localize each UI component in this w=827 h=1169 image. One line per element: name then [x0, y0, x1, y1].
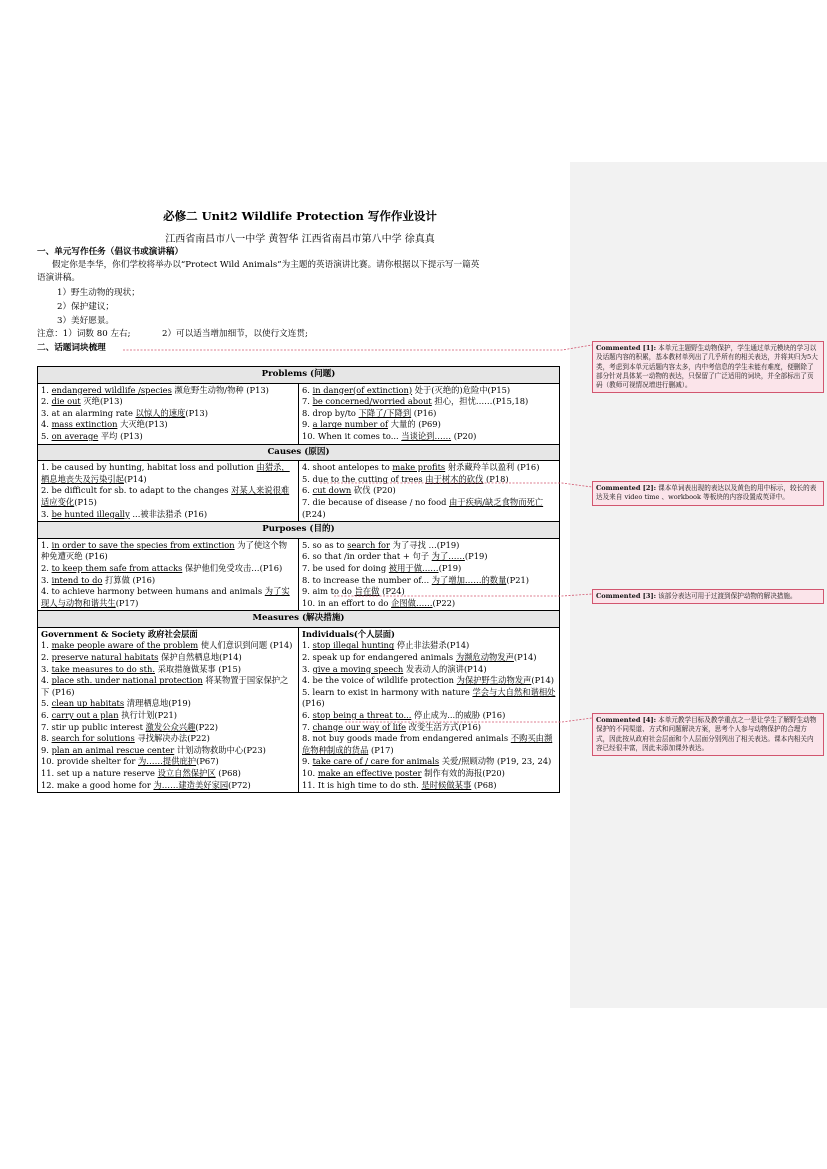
note-label: 注意：1）词数: [37, 329, 95, 339]
purposes-left-cell: [38, 538, 299, 611]
phrase-text: (P20): [451, 430, 477, 441]
comment-2-text: 课本单词表出现的表达以及黄色的用中标示，较长的表达及来自 video time 、workbook 等板块的内容设置成英译中。: [596, 484, 817, 502]
table-row: [302, 385, 556, 397]
phrase-text: 10. When it comes to...: [302, 430, 402, 441]
phrase-text: 1.: [41, 384, 52, 395]
phrase-text: 4.: [41, 419, 52, 430]
table-row: [41, 722, 295, 734]
phrase-text: 处于(灭绝的)危险中(P15): [412, 384, 511, 395]
table-row: [41, 698, 295, 710]
phrase-text: ...被非法猎杀 (P16): [129, 508, 208, 519]
phrase-text: 4.: [41, 675, 52, 686]
note-word-count: 80: [96, 329, 108, 339]
key-phrase: search for: [347, 539, 391, 550]
table-row: [41, 756, 295, 768]
phrase-text: 6.: [41, 710, 52, 721]
document-authors: 江西省南昌市八一中学 黄智华 江西省南昌市第八中学 徐真真: [165, 234, 435, 245]
comment-1[interactable]: [592, 341, 824, 393]
key-phrase: cut down: [312, 485, 352, 496]
key-phrase: change our way of life: [312, 721, 407, 732]
phrase-text: 保护自然栖息地(P14): [158, 652, 242, 663]
phrase-text: (P21): [506, 574, 530, 585]
key-phrase: 由于树木的砍伐: [425, 473, 484, 484]
table-row: [302, 575, 556, 587]
document-title: 必修二 Unit2 Wildlife Protection 写作作业设计: [163, 209, 437, 223]
table-row: [41, 462, 295, 485]
table-row: [41, 586, 295, 609]
key-phrase: 设立自然保护区: [157, 768, 216, 778]
phrase-text: 将某物置于国家保护之下 (P16): [41, 675, 289, 697]
phrase-text: (P17): [368, 744, 394, 755]
phrase-text: (P.24): [302, 508, 326, 519]
table-row: [302, 540, 556, 552]
task-point-1: 1）野生动物的现状；: [57, 288, 140, 298]
table-row: [41, 664, 295, 676]
phrase-text: 11. It is high time to do sth.: [302, 779, 422, 790]
key-phrase: 由猎杀，栖息地丧失及污染引起: [41, 462, 290, 484]
phrase-text: 6. so that /in order that + 句子: [302, 551, 432, 562]
key-phrase: stop illegal hunting: [312, 640, 395, 651]
measures-header: Measures (解决措施): [38, 611, 560, 628]
phrase-text: 3.: [41, 663, 52, 674]
key-phrase: give a moving speech: [312, 663, 404, 674]
key-phrase: plan an animal rescue center: [51, 744, 175, 755]
phrase-text: (P14): [123, 473, 147, 484]
phrase-text: (P68): [215, 768, 241, 778]
causes-header: Causes (原因): [38, 444, 560, 461]
comment-4-text: 本单元教学目标及教学重点之一是让学生了解野生动物保护的不同渠道、方式和问题解决方案，思考个人参与动物保护的合理方式，因此按从政府社会层面和个人层面分别列出了相关表达。课本内相关内容已经很丰富，因此未添加课外表达。: [596, 716, 817, 752]
phrase-text: 计划动物救助中心(P23): [174, 744, 266, 755]
table-row: [302, 586, 556, 598]
table-row: [302, 722, 556, 734]
note-rest: 左右;: [110, 329, 131, 339]
key-phrase: 学会与大自然和谐相处: [472, 686, 556, 697]
phrase-text: 7.: [302, 396, 313, 407]
task-point-3: 3）美好愿景。: [57, 316, 115, 326]
phrase-text: 7. stir up public interest: [41, 721, 146, 732]
key-phrase: a large number of: [312, 419, 389, 430]
comment-1-label: Commented [1]:: [596, 344, 656, 352]
table-row: [302, 551, 556, 563]
key-phrase: in order to save the species from extinction: [51, 539, 235, 550]
key-phrase: 是时候做某事: [421, 779, 472, 790]
phrase-text: (P19): [438, 562, 462, 573]
phrase-text: 10. in an effort to do: [302, 597, 392, 608]
key-phrase: 激发公众兴趣: [145, 721, 196, 732]
phrase-text: 1.: [41, 640, 52, 651]
phrase-text: 打算做 (P16): [102, 574, 156, 585]
comment-2-label: Commented [2]:: [596, 484, 656, 492]
table-row: [41, 540, 295, 563]
phrase-text: 9. aim to do: [302, 586, 355, 597]
key-phrase: clean up habitats: [51, 698, 125, 709]
phrase-text: 9.: [41, 744, 52, 755]
measures-left-cell: [38, 627, 299, 792]
phrase-text: (P68): [471, 779, 497, 790]
key-phrase: 为了……: [431, 551, 465, 562]
table-row: [41, 733, 295, 745]
phrase-text: 执行计划(P21): [118, 710, 178, 721]
phrase-text: (P13): [185, 407, 208, 418]
key-phrase: take measures to do sth.: [51, 663, 155, 674]
key-phrase: place sth. under national protection: [51, 675, 203, 686]
phrase-text: 7.: [302, 721, 313, 732]
phrase-text: 9.: [302, 419, 313, 430]
phrase-text: 4. be the voice of wildlife protection: [302, 675, 457, 686]
phrase-text: (P72): [228, 779, 251, 790]
phrase-text: 5. so as to: [302, 539, 348, 550]
phrase-text: 关爱/照顾动物 (P19, 23, 24): [439, 756, 552, 767]
table-row: [302, 462, 556, 474]
phrase-text: 停止成为...的威胁 (P16): [411, 710, 506, 721]
table-row: [41, 652, 295, 664]
phrase-text: 9.: [302, 756, 313, 767]
phrase-text: 为了使这个物种免遭灭绝 (P16): [41, 539, 288, 562]
table-row: [302, 710, 556, 722]
phrase-text: (P19): [464, 551, 488, 562]
table-row: [302, 474, 556, 486]
key-phrase: die out: [51, 396, 81, 407]
phrase-text: 使人们意识到问题 (P14): [198, 640, 293, 651]
phrase-text: 7. die because of disease / no food: [302, 496, 450, 507]
phrase-text: 10.: [302, 768, 318, 778]
phrase-text: 8. drop by/to: [302, 407, 359, 418]
table-row: [302, 419, 556, 431]
key-phrase: 不购买由濒危物种制成的货品: [302, 733, 553, 755]
phrase-text: 担心，担忧……(P15,18): [431, 396, 529, 407]
phrase-text: 6.: [302, 485, 313, 496]
table-row: [41, 509, 295, 521]
table-row: [302, 733, 556, 756]
table-row: [41, 575, 295, 587]
key-phrase: 下降了/下降到: [358, 407, 412, 418]
key-phrase: 为……提供庇护: [138, 756, 197, 767]
key-phrase: 为了实现人与动物和谐共生: [41, 586, 290, 608]
key-phrase: 旨在做: [354, 586, 380, 597]
phrase-text: 保护他们免受攻击…(P16): [182, 562, 283, 573]
key-phrase: to keep them safe from attacks: [51, 562, 183, 573]
table-row: [302, 431, 556, 443]
table-row: [302, 664, 556, 676]
table-row: [41, 640, 295, 652]
phrase-text: 4. shoot antelopes to: [302, 462, 393, 473]
phrase-text: (P67): [196, 756, 219, 767]
table-row: [302, 756, 556, 768]
table-row: [41, 675, 295, 698]
phrase-text: 11. set up a nature reserve: [41, 768, 158, 778]
note-2: 2）可以适当增加细节，以使行文连贯;: [162, 329, 308, 339]
phrase-text: 大灭绝(P13): [117, 419, 168, 430]
phrase-text: 3.: [302, 663, 313, 674]
key-phrase: make profits: [392, 462, 446, 473]
phrase-text: 寻找解决办法(P22): [134, 733, 210, 744]
phrase-text: 制作有效的海报(P20): [421, 768, 505, 778]
phrase-text: 2.: [41, 396, 52, 407]
phrase-text: 3.: [41, 508, 52, 519]
purposes-right-cell: [299, 538, 560, 611]
key-phrase: take care of / care for animals: [312, 756, 440, 767]
phrase-text: 停止非法猎杀(P14): [394, 640, 470, 651]
table-row: [41, 396, 295, 408]
table-row: [41, 780, 295, 792]
phrase-text: 5. learn to exist in harmony with nature: [302, 686, 473, 697]
key-phrase: 为保护野生动物发声: [456, 675, 532, 686]
vocabulary-table: [37, 366, 560, 793]
table-row: [41, 768, 295, 780]
table-row: [302, 408, 556, 420]
table-row: [41, 419, 295, 431]
task-note: [37, 328, 308, 341]
purposes-header: Purposes (目的): [38, 522, 560, 539]
key-phrase: 为了增加……的数量: [431, 574, 507, 585]
phrase-text: (P15): [74, 496, 97, 507]
phrase-text: 12. make a good home for: [41, 779, 154, 790]
phrase-text: 5. due to the cutting of trees: [302, 473, 426, 484]
phrase-text: 3. at an alarming rate: [41, 407, 136, 418]
table-row: [302, 396, 556, 408]
comments-margin-pane: [570, 162, 827, 1008]
phrase-text: (P14): [513, 652, 537, 663]
key-phrase: be concerned/worried about: [312, 396, 432, 407]
table-row: [302, 497, 556, 520]
phrase-text: 2.: [41, 652, 52, 663]
phrase-text: (P16): [411, 407, 437, 418]
measures-right-heading: Individuals(个人层面): [302, 628, 395, 639]
task-line-2: 语演讲稿。: [37, 273, 80, 283]
key-phrase: 由于疾病/缺乏食物而死亡: [449, 496, 544, 507]
measures-right-cell: [299, 627, 560, 792]
key-phrase: 以惊人的速度: [135, 407, 186, 418]
table-row: [41, 431, 295, 443]
key-phrase: 当谈论到……: [401, 430, 452, 441]
phrase-text: 濒危野生动物/物种 (P13): [171, 384, 269, 395]
causes-left-cell: [38, 461, 299, 522]
key-phrase: on average: [51, 430, 99, 441]
phrase-text: 4. to achieve harmony between humans and animals: [41, 586, 265, 597]
phrase-text: 大量的 (P69): [388, 419, 441, 430]
key-phrase: search for solutions: [51, 733, 135, 744]
phrase-text: 平均 (P13): [98, 430, 143, 441]
phrase-text: 射杀藏羚羊以盈利 (P16): [445, 462, 540, 473]
phrase-text: 采取措施做某事 (P15): [155, 663, 241, 674]
key-phrase: stop being a threat to...: [312, 710, 412, 721]
table-row: [41, 710, 295, 722]
phrase-text: 改变生活方式(P16): [406, 721, 482, 732]
phrase-text: 6.: [302, 710, 313, 721]
key-phrase: intend to do: [51, 574, 103, 585]
causes-right-cell: [299, 461, 560, 522]
task-line-1: 假定你是李华，你们学校将举办以“Protect Wild Animals”为主题的英语演讲比赛。请你根据以下提示写一篇英: [52, 260, 480, 270]
table-row: [302, 687, 556, 710]
key-phrase: 对某人来说很难适应变化: [41, 485, 290, 507]
phrase-text: 清理栖息地(P19): [124, 698, 191, 709]
table-row: [302, 485, 556, 497]
section2-heading: 二、话题词块梳理: [37, 343, 106, 353]
table-row: [302, 768, 556, 780]
phrase-text: 8. not buy goods made from endangered animals: [302, 733, 511, 744]
comment-2[interactable]: [592, 481, 824, 506]
key-phrase: mass extinction: [51, 419, 118, 430]
phrase-text: 8. to increase the number of...: [302, 574, 432, 585]
key-phrase: make an effective poster: [317, 768, 422, 778]
table-row: [302, 780, 556, 792]
key-phrase: make people aware of the problem: [51, 640, 199, 651]
comment-3[interactable]: [592, 589, 824, 604]
comment-4[interactable]: [592, 713, 824, 756]
phrase-text: 砍伐 (P20): [351, 485, 396, 496]
phrase-text: 1.: [41, 539, 52, 550]
phrase-text: 6.: [302, 384, 313, 395]
key-phrase: 企图做……: [391, 597, 433, 608]
comment-3-label: Commented [3]:: [596, 592, 656, 600]
phrase-text: 5.: [41, 698, 52, 709]
key-phrase: endangered wildlife /species: [51, 384, 172, 395]
key-phrase: be hunted illegally: [51, 508, 130, 519]
phrase-text: 3.: [41, 574, 52, 585]
key-phrase: 被用于做……: [388, 562, 439, 573]
phrase-text: 为了寻找 …(P19): [390, 539, 460, 550]
task-point-2: 2）保护建议；: [57, 302, 115, 312]
phrase-text: 5.: [41, 430, 52, 441]
comment-3-text: 该部分表达可用于过渡到保护动物的解决措施。: [656, 592, 797, 600]
table-row: [302, 598, 556, 610]
phrase-text: (P18): [483, 473, 509, 484]
phrase-text: 2.: [41, 562, 52, 573]
phrase-text: (P22): [195, 721, 219, 732]
table-row: [41, 385, 295, 397]
phrase-text: 2. speak up for endangered animals: [302, 652, 456, 663]
section1-heading: 一、单元写作任务（倡议书或演讲稿）: [37, 247, 184, 257]
key-phrase: carry out a plan: [51, 710, 119, 721]
phrase-text: 发表动人的演讲(P14): [403, 663, 487, 674]
table-row: [302, 652, 556, 664]
key-phrase: in danger(of extinction): [312, 384, 413, 395]
table-row: [302, 563, 556, 575]
phrase-text: 8.: [41, 733, 52, 744]
phrase-text: 1.: [302, 640, 313, 651]
table-row: [41, 485, 295, 508]
phrase-text: 1. be caused by hunting, habitat loss and pollution: [41, 462, 257, 473]
phrase-text: (P17): [115, 597, 139, 608]
key-phrase: 为濒危动物发声: [455, 652, 514, 663]
phrase-text: 2. be difficult for sb. to adapt to the changes: [41, 485, 232, 496]
measures-left-heading: Government & Society 政府社会层面: [41, 628, 198, 639]
phrase-text: (P24): [379, 586, 405, 597]
table-row: [302, 675, 556, 687]
problems-right-cell: [299, 383, 560, 444]
key-phrase: preserve natural habitats: [51, 652, 159, 663]
phrase-text: 灭绝(P13): [80, 396, 123, 407]
problems-header: Problems (问题): [38, 367, 560, 384]
table-row: [302, 640, 556, 652]
phrase-text: (P22): [432, 597, 456, 608]
phrase-text: (P16): [302, 698, 325, 709]
key-phrase: 为……建造美好家园: [153, 779, 229, 790]
comment-4-label: Commented [4]:: [596, 716, 656, 724]
table-row: [41, 408, 295, 420]
problems-left-cell: [38, 383, 299, 444]
comment-1-text: 本单元主题野生动物保护，学生通过单元模块的学习以及话题内容的积累，基本教材单列出了几乎所有的相关表达，并将其归为5大类，考虑到本单元话题内容太多，内中考信息的学生未能有难度，便删除了部分针对具体某一动物的表达，只保留了广泛适用的词块，并全部标出了页码（教师可视情况增进行删减）。: [596, 344, 818, 390]
table-row: [41, 563, 295, 575]
phrase-text: 10. provide shelter for: [41, 756, 138, 767]
phrase-text: (P14): [531, 675, 554, 686]
phrase-text: 7. be used for doing: [302, 562, 389, 573]
table-row: [41, 745, 295, 757]
